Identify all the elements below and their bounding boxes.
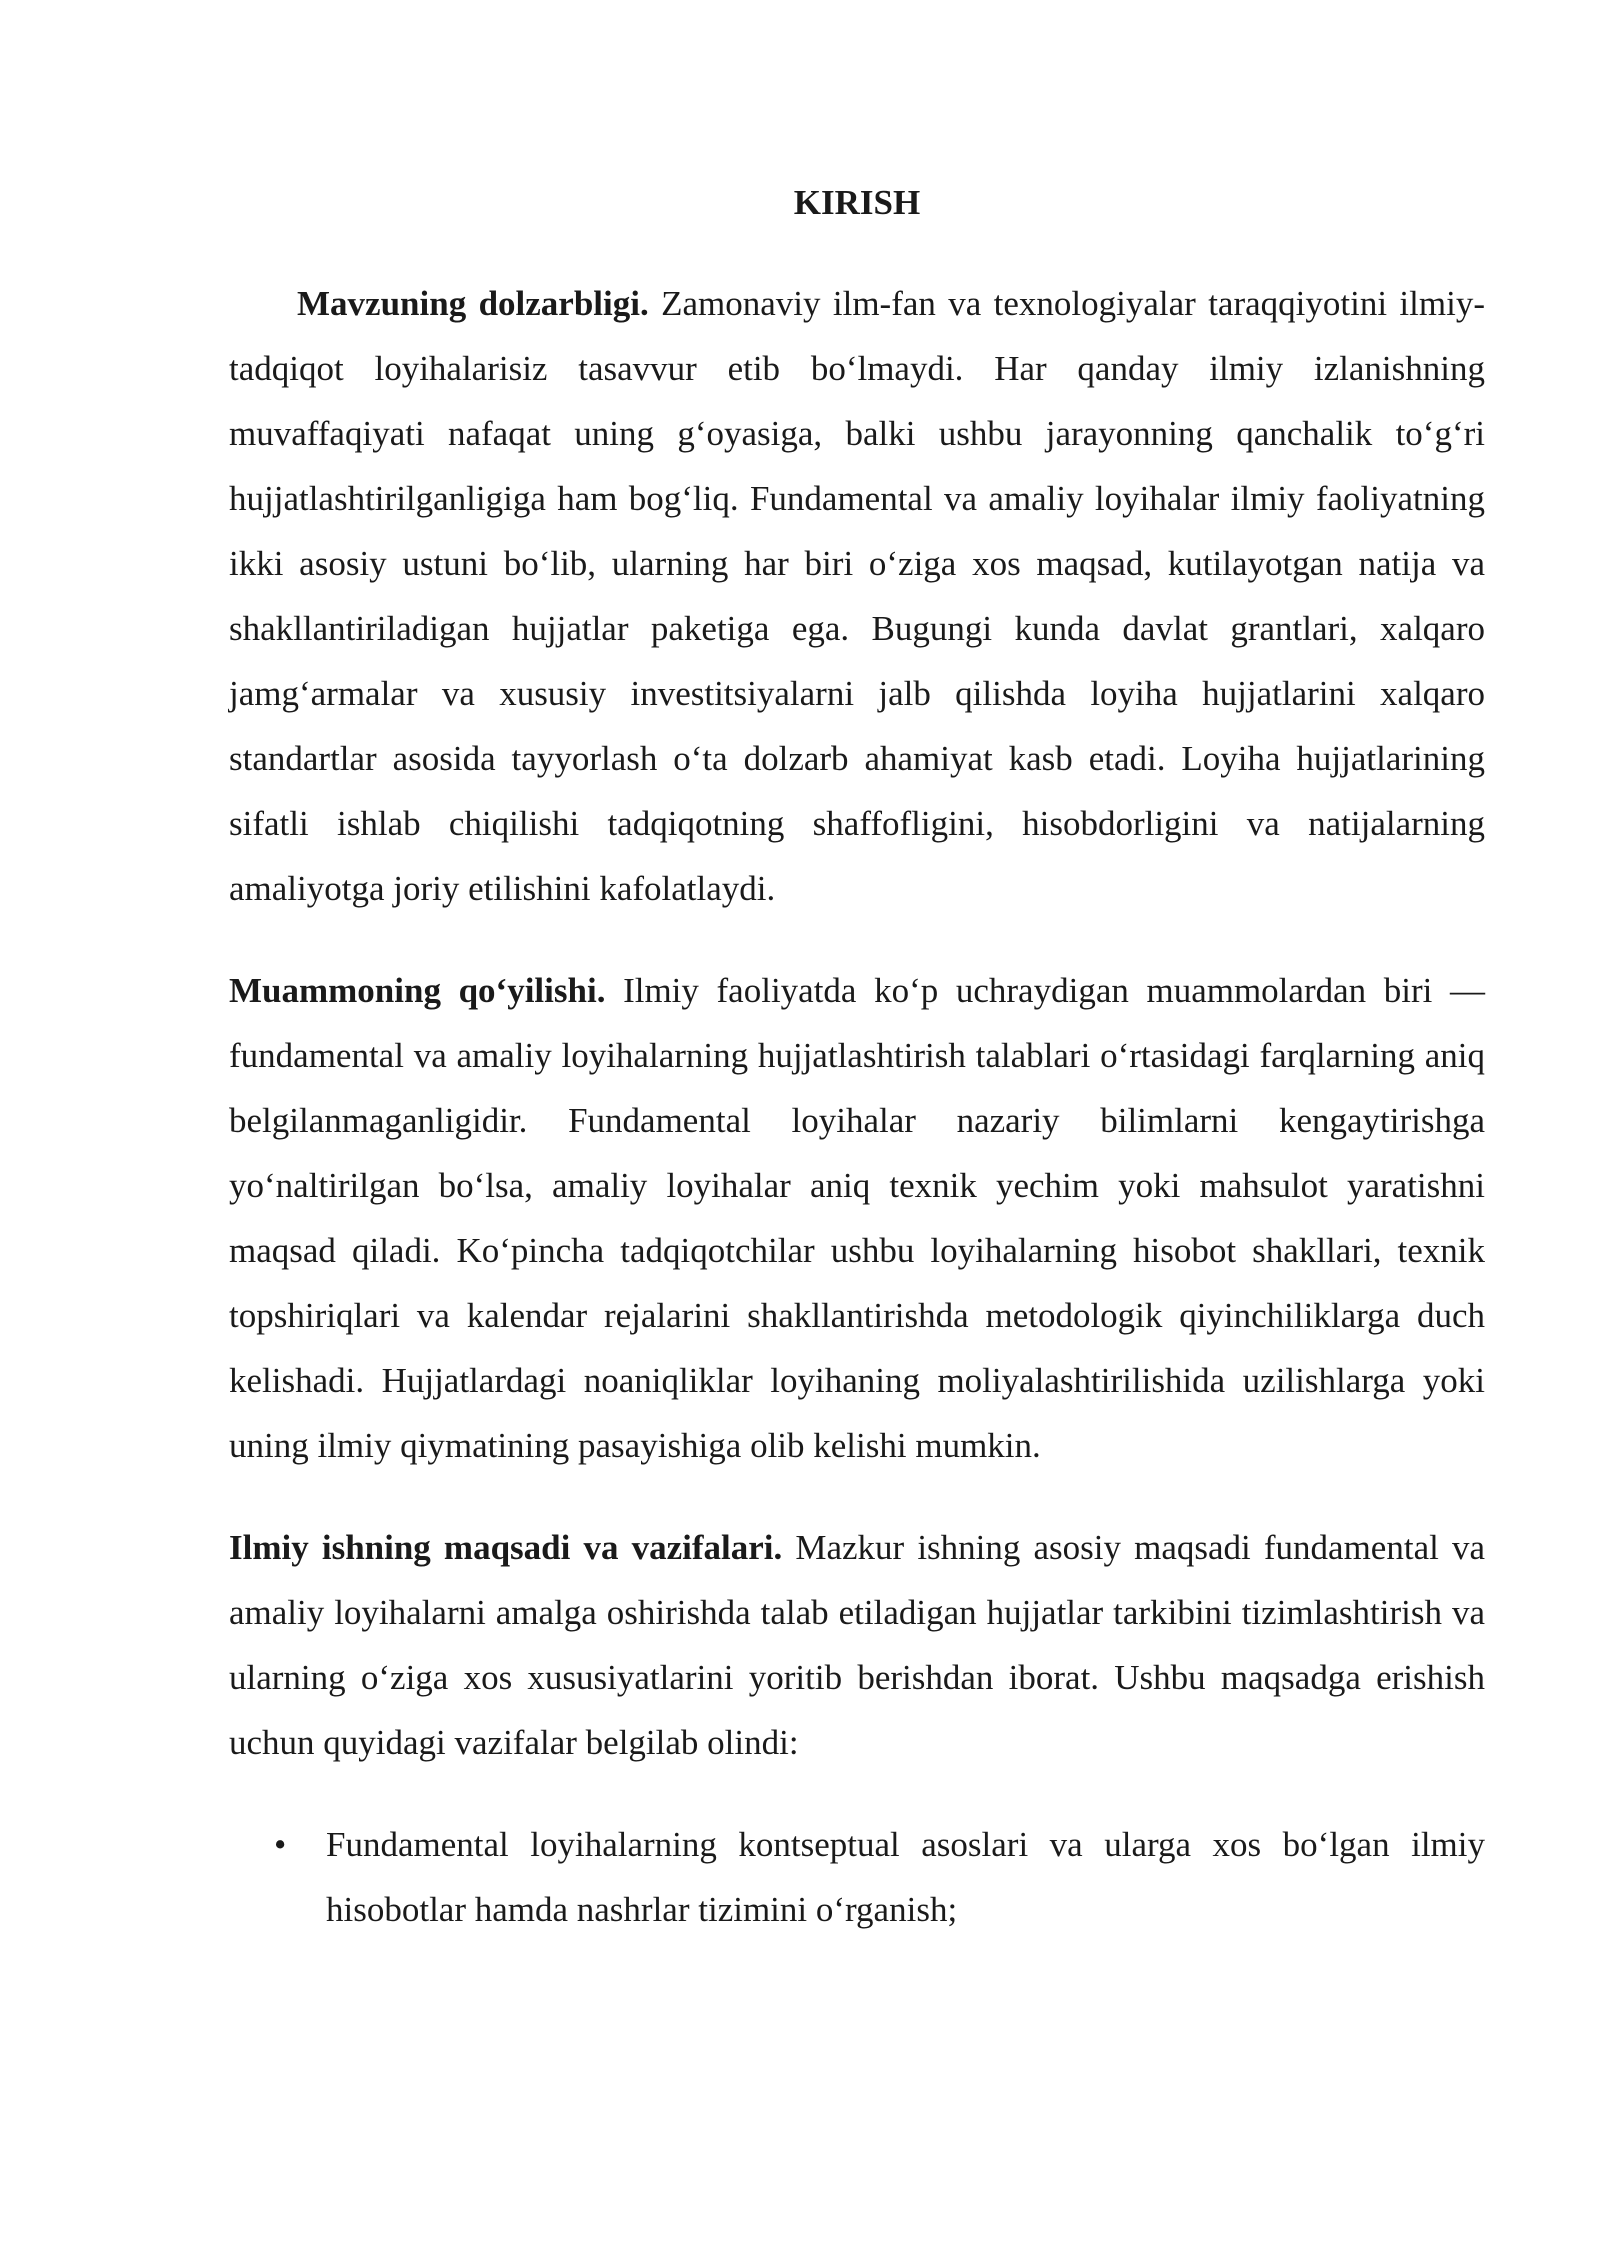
section-problem	[229, 958, 1485, 1478]
section-text: Ilmiy faoliyatda ko‘p uchraydigan muammolardan biri — fundamental va amaliy loyihalarning hujjatlashtirish talablari o‘rtasidagi farqlarning aniq belgilanmaganligidir. Fundamental loyihalar nazariy bilimlarni kengaytirishga yo‘naltirilgan bo‘lsa, amaliy loyihalar aniq texnik yechim yoki mahsulot yaratishni maqsad qiladi. Ko‘pincha tadqiqotchilar ushbu loyihalarning hisobot shakllari, texnik topshiriqlari va kalendar rejalarini shakllantirishda metodologik qiyinchiliklarga duch kelishadi. Hujjatlardagi noaniqliklar loyihaning moliyalashtirilishida uzilishlarga yoki uning ilmiy qiymatining pasayishiga olib kelishi mumkin.	[229, 971, 1485, 1465]
section-text: Zamonaviy ilm-fan va texnologiyalar taraqqiyotini ilmiy-tadqiqot loyihalarisiz tasavvur etib bo‘lmaydi. Har qanday ilmiy izlanishning muvaffaqiyati nafaqat uning g‘oyasiga, balki ushbu jarayonning qanchalik to‘g‘ri hujjatlashtirilganligiga ham bog‘liq. Fundamental va amaliy loyihalar ilmiy faoliyatning ikki asosiy ustuni bo‘lib, ularning har biri o‘ziga xos maqsad, kutilayotgan natija va shakllantiriladigan hujjatlar paketiga ega. Bugungi kunda davlat grantlari, xalqaro jamg‘armalar va xususiy investitsiyalarni jalb qilishda loyiha hujjatlarini xalqaro standartlar asosida tayyorlash o‘ta dolzarb ahamiyat kasb etadi. Loyiha hujjatlarining sifatli ishlab chiqilishi tadqiqotning shaffofligini, hisobdorligini va natijalarning amaliyotga joriy etilishini kafolatlaydi.	[229, 284, 1485, 908]
bullet-icon: •	[274, 1825, 287, 1864]
section-heading: Mavzuning dolzarbligi.	[297, 284, 649, 323]
list-item-text: Fundamental loyihalarning kontseptual asoslari va ularga xos bo‘lgan ilmiy hisobotlar hamda nashrlar tizimini o‘rganish;	[326, 1825, 1485, 1929]
section-relevance	[229, 271, 1485, 921]
section-goals	[229, 1515, 1485, 1775]
section-heading: Muammoning qo‘yilishi.	[229, 971, 606, 1010]
list-item	[229, 1812, 1485, 1942]
document-page	[229, 170, 1485, 1942]
section-heading: Ilmiy ishning maqsadi va vazifalari.	[229, 1528, 783, 1567]
page-title: KIRISH	[793, 183, 921, 222]
section-text: Mazkur ishning asosiy maqsadi fundamental va amaliy loyihalarni amalga oshirishda talab etiladigan hujjatlar tarkibini tizimlashtirish va ularning o‘ziga xos xususiyatlarini yoritib berishdan iborat. Ushbu maqsadga erishish uchun quyidagi vazifalar belgilab olindi:	[229, 1528, 1485, 1762]
task-list	[229, 1812, 1485, 1942]
